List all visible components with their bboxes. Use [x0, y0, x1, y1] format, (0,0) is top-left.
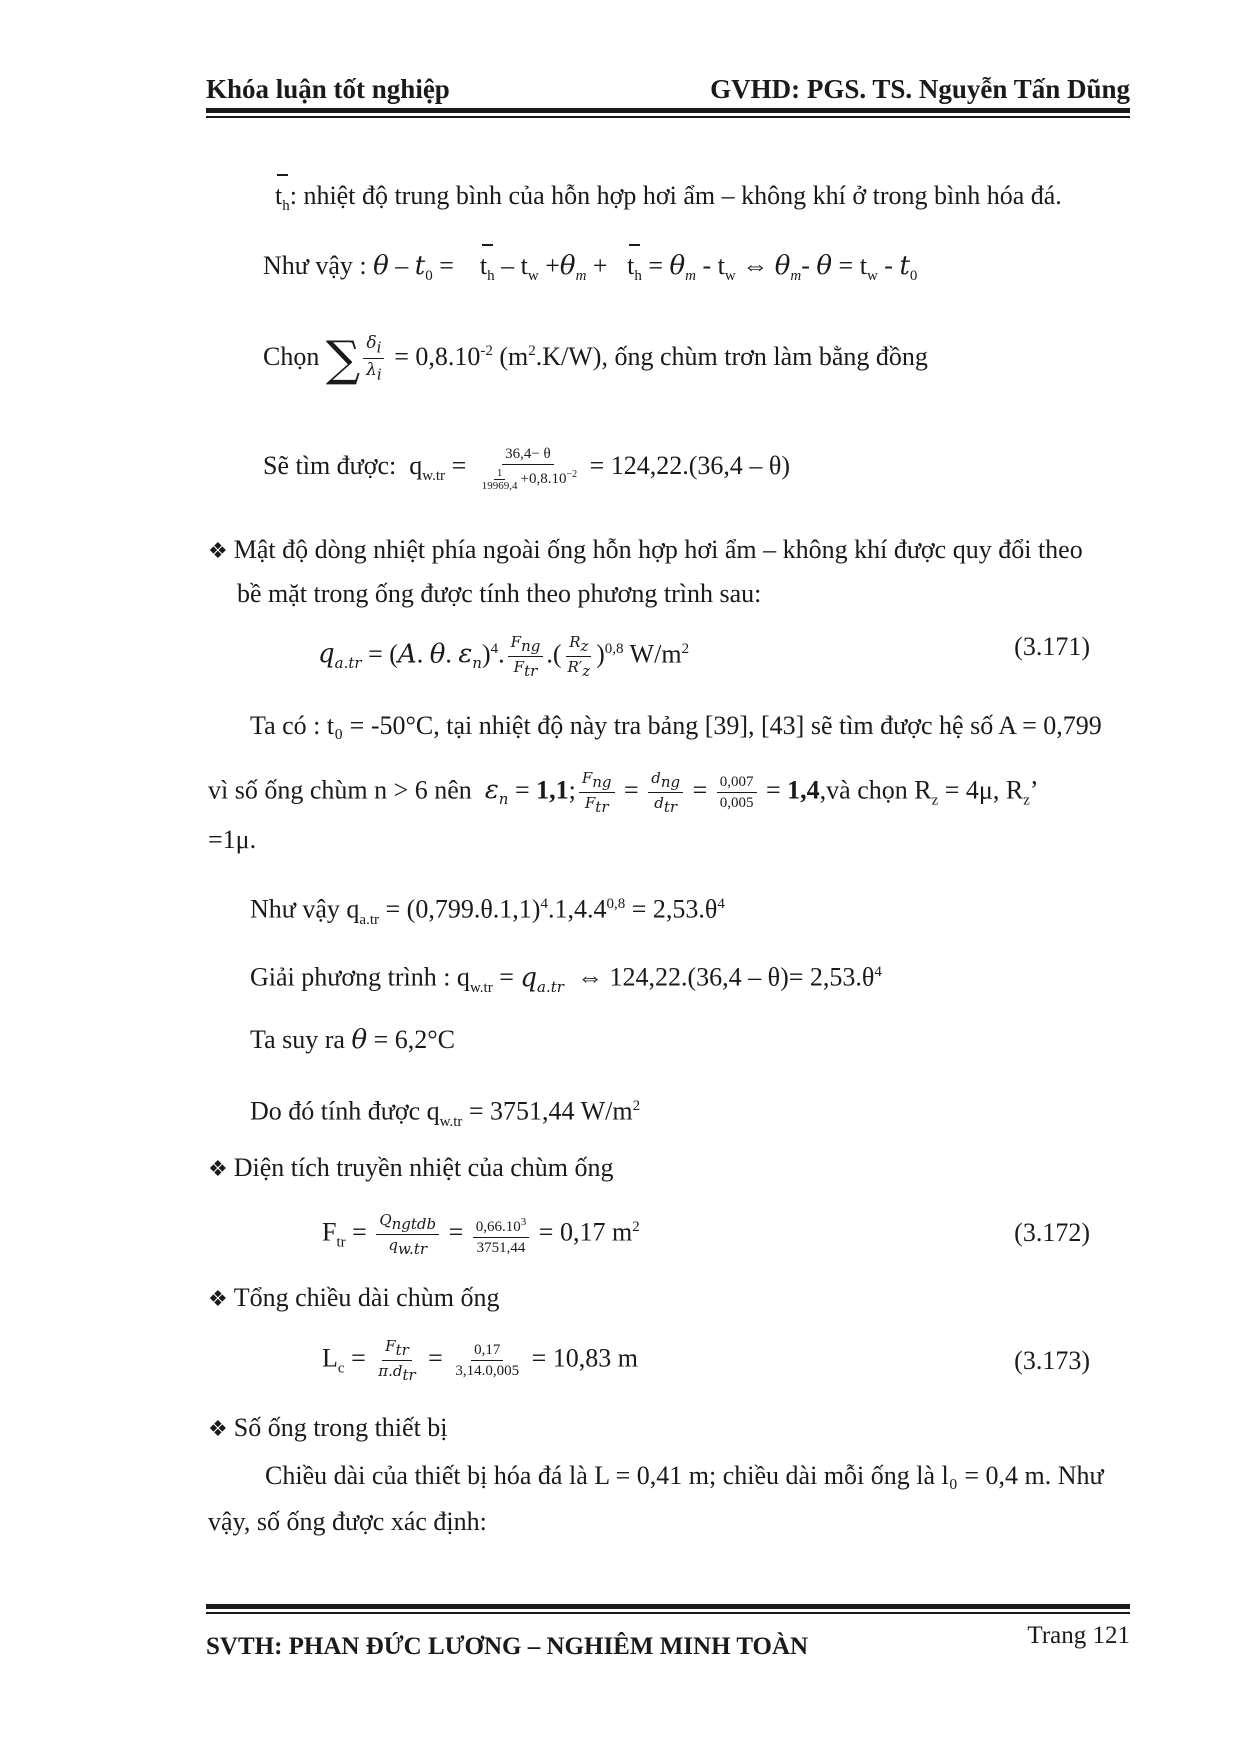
diamond-bullet-icon: ❖	[208, 1417, 228, 1442]
header-rule-thin	[206, 116, 1130, 118]
diamond-bullet-icon: ❖	[208, 539, 228, 564]
bullet-heat-flux-cont: bề mặt trong ống được tính theo phương trình sau:	[237, 579, 762, 608]
paragraph-line: Giải phương trình : $q_{w.tr} = q_{a.tr}$ ⇔ $124,22.(36,4 - \theta)= 2,53.\theta^4$	[250, 962, 882, 996]
equation-number: (3.171)	[1014, 632, 1090, 661]
header-rule	[206, 108, 1130, 113]
header-title: Khóa luận tốt nghiệp	[206, 74, 450, 104]
definition-line: $t_h$: nhiệt độ trung bình của hỗn hợp hơi ẩm – không khí ở trong bình hóa đá.	[275, 180, 1062, 222]
footer-rule-thin	[206, 1612, 1130, 1614]
equation-line: Như vậy : θ – $t_0$ = $t_h - t_w +\theta_m + t_h = \theta_m - t_w$ ⇔ $\theta_m-$ $\theta = t_w - t_0$	[263, 250, 917, 292]
qwtr-line: Sẽ tìm được: $q_{w.tr}$ = 36,4− θ $\frac{1}{19969,4}$ $+0,8.10^{-2}$ = 124,22.(36,4 – θ)	[263, 446, 791, 493]
paragraph-line: Ta suy ra θ = 6,2°C	[250, 1025, 455, 1055]
paragraph-line: vì số ống chùm n > 6 nên $\varepsilon_n = 1,1$; $\frac{F_{ng}}{F_{tr}}$ = $\frac{d_{ng}}{d_{tr}}$ = $\frac{0,007}{0,005}$ = 1,4,và chọn $R_z = 4\mu$, $R_z$’	[208, 769, 1039, 816]
choose-line: Chọn ∑ $\frac{\delta_i}{\lambda_i}$ = $0,8.10^{-2}$ $(m^2.K/W)$, ống chùm trơn làm bằng đồng	[263, 330, 928, 387]
page-number: Trang 121	[1027, 1622, 1130, 1649]
paragraph-line: Như vậy $q_{a.tr} = (0,799.\theta.1,1)^4.1,4.4^{0,8} = 2,53.\theta^4$	[250, 894, 725, 928]
equation-3173: $L_c$ = $\frac{F_{tr}}{\pi.d_{tr}}$ = $\frac{0,17}{3,14.0,005}$ = 10,83 m	[322, 1337, 638, 1384]
equation-3172: $F_{tr}$ = $\frac{Q_{ngtdb}}{q_{w.tr}}$ = $\frac{0,66.10^3}{3751,44}$ = 0,17 $m^2$	[322, 1211, 640, 1258]
bullet-heat-flux: ❖ Mật độ dòng nhiệt phía ngoài ống hỗn hợp hơi ẩm – không khí được quy đổi theo	[208, 535, 1083, 564]
page-header	[206, 70, 1130, 110]
equation-number: (3.173)	[1014, 1346, 1090, 1375]
header-advisor: GVHD: PGS. TS. Nguyễn Tấn Dũng	[710, 74, 1130, 104]
footer-authors: SVTH: PHAN ĐỨC LƯƠNG – NGHIÊM MINH TOÀN	[206, 1633, 809, 1660]
paragraph-line: vậy, số ống được xác định:	[208, 1507, 487, 1536]
bullet-tube-count: ❖ Số ống trong thiết bị	[208, 1413, 448, 1442]
paragraph-line: Do đó tính được $q_{w.tr} = 3751,44$ $W/m^2$	[250, 1096, 641, 1130]
paragraph-line: Ta có : t₀ = -50°C, tại nhiệt độ này tra bảng [39], [43] sẽ tìm được hệ số A = 0,799	[250, 711, 1102, 740]
footer-rule	[206, 1604, 1130, 1609]
bullet-length: ❖ Tổng chiều dài chùm ống	[208, 1283, 500, 1312]
equation-3171: $q_{a.tr} = (A$. θ. $\varepsilon_n)^4$. $\frac{F_{ng}}{F_{tr}}$ .( $\frac{R_z}{R'_z}$ )$^{0,8}$ $W/m^2$	[318, 633, 690, 680]
diamond-bullet-icon: ❖	[208, 1157, 228, 1182]
bullet-area: ❖ Diện tích truyền nhiệt của chùm ống	[208, 1153, 614, 1182]
equation-number: (3.172)	[1014, 1218, 1090, 1247]
paragraph-line: =1μ.	[208, 825, 257, 854]
diamond-bullet-icon: ❖	[208, 1287, 228, 1312]
paragraph-line: Chiều dài của thiết bị hóa đá là L = 0,41 m; chiều dài mỗi ống là l₀ = 0,4 m. Như	[265, 1461, 1104, 1490]
